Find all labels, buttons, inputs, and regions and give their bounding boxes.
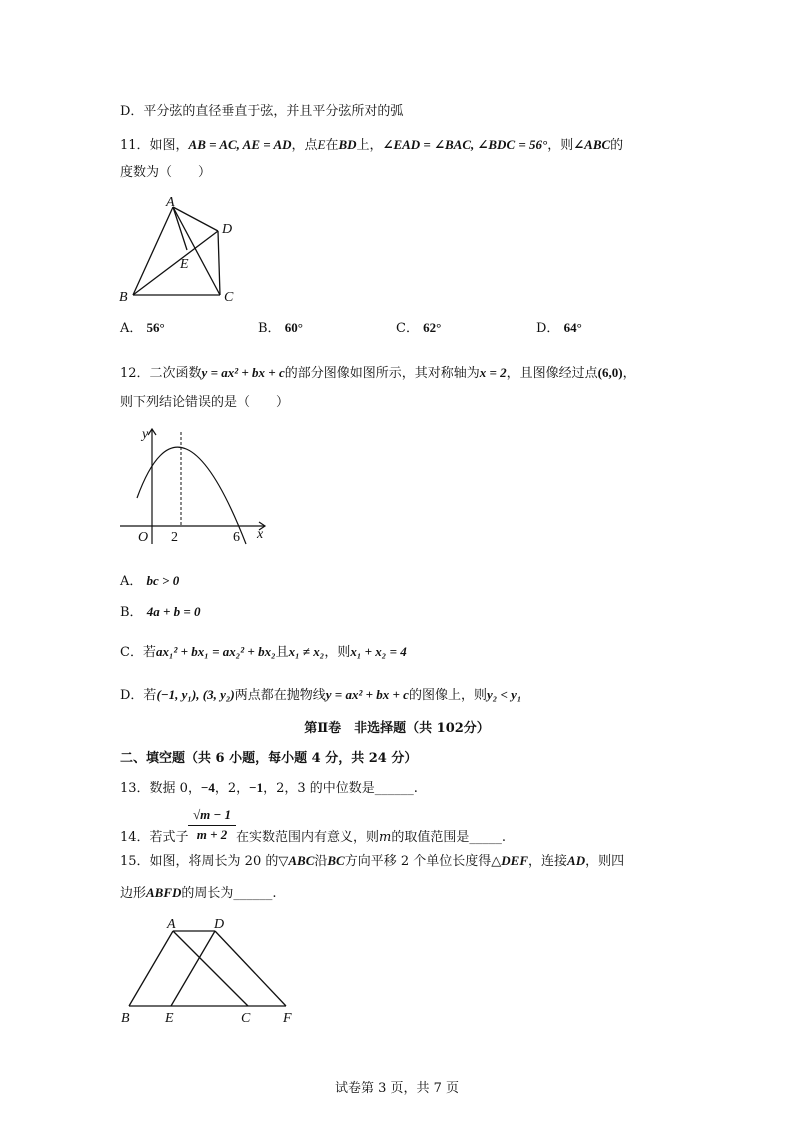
q15-label-d: D xyxy=(214,917,225,932)
q13-neg4: −4 xyxy=(200,780,215,795)
q11-option-c xyxy=(396,319,441,338)
q12-label-x: x xyxy=(257,527,264,542)
q12-label-o: O xyxy=(138,530,149,545)
q12-label-6: 6 xyxy=(233,530,240,545)
q15-mid3: ，连接 xyxy=(528,854,568,869)
q11-option-d xyxy=(536,319,582,338)
q15-line2-prefix: 边形 xyxy=(120,886,147,901)
q14-suffix xyxy=(236,829,506,847)
q15-prefix: 15．如图，将周长为 20 的 xyxy=(120,854,279,869)
q12-label-y: y xyxy=(142,427,149,442)
q15-mid2: 方向平移 2 个单位长度得 xyxy=(344,854,492,869)
q10-option-d: D．平分弦的直径垂直于弦，并且平分弦所对的弧 xyxy=(120,104,404,119)
q15-stem-line1 xyxy=(120,852,624,871)
q12-option-a-letter: A． xyxy=(120,574,143,589)
q12-stem-line1 xyxy=(120,364,636,383)
q12-prefix: 12．二次函数 xyxy=(120,366,202,381)
q12-option-c-math3: x₁ + x₂ = 4 xyxy=(350,644,407,659)
q13-neg1: −1 xyxy=(249,780,264,795)
q11-cond2: ∠EAD = ∠BAC, ∠BDC = 56° xyxy=(382,137,548,152)
q11-option-b-value: 60° xyxy=(284,320,303,335)
q12-stem-line2: 则下列结论错误的是（ ） xyxy=(120,395,290,410)
q13-suffix: ，2，3 的中位数是______. xyxy=(263,781,418,796)
q14-fraction xyxy=(188,806,236,843)
q12-label-2: 2 xyxy=(171,530,178,545)
q12-option-b xyxy=(120,603,201,622)
q15-tri2: △DEF xyxy=(491,853,529,868)
q15-label-b: B xyxy=(121,1011,130,1026)
q11-mid2: 在 xyxy=(325,138,339,153)
q11-mid1: ，点 xyxy=(291,138,318,153)
q15-tri: ▽ABC xyxy=(278,853,315,868)
q12-option-d-mid2: 的图像上，则 xyxy=(408,688,487,703)
q15-label-f: F xyxy=(283,1011,292,1026)
q14-var: m xyxy=(379,830,392,845)
q12-option-a xyxy=(120,572,179,591)
q15-stem-line2 xyxy=(120,884,277,903)
q12-option-b-math: 4a + b = 0 xyxy=(146,604,201,619)
q11-label-a: A xyxy=(166,195,175,210)
q11-option-b-letter: B． xyxy=(258,321,281,336)
q15-seg: BC xyxy=(327,853,345,868)
q11-suffix: 的 xyxy=(610,138,624,153)
q11-seg-bd: BD xyxy=(338,137,357,152)
q11-option-a-value: 56° xyxy=(146,320,165,335)
q12-option-b-letter: B． xyxy=(120,605,143,620)
q15-ad: AD xyxy=(567,853,586,868)
q15-quad: ABFD xyxy=(146,885,182,900)
q12-option-c-mid: 且 xyxy=(275,645,289,660)
q13-prefix: 13．数据 0， xyxy=(120,781,201,796)
q15-line2-suffix: 的周长为______. xyxy=(181,886,277,901)
q14-suffix-text: 在实数范围内有意义，则 xyxy=(236,830,380,845)
q12-option-d-letter: D．若 xyxy=(120,688,157,703)
q12-option-d-math2: y = ax² + bx + c xyxy=(325,687,409,702)
q11-cond1: AB = AC, AE = AD xyxy=(188,137,292,152)
q12-option-d-mid: 两点都在抛物线 xyxy=(234,688,326,703)
q12-option-a-math: bc > 0 xyxy=(146,573,180,588)
q11-label-b: B xyxy=(119,290,128,305)
q11-stem-line1 xyxy=(120,136,623,155)
q12-axis: x = 2 xyxy=(479,365,507,380)
q14-suffix2: 的取值范围是_____. xyxy=(391,830,506,845)
q11-point-e: E xyxy=(317,137,326,152)
q14-numerator: √m − 1 xyxy=(192,807,232,822)
q14-prefix: 14．若式子 xyxy=(120,830,189,845)
part2-title: 第Ⅱ卷 非选择题（共 102分） xyxy=(304,721,490,736)
q11-option-c-letter: C． xyxy=(396,321,419,336)
q12-func: y = ax² + bx + c xyxy=(201,365,285,380)
q11-label-c: C xyxy=(224,290,234,305)
q11-figure xyxy=(110,195,260,310)
q11-label-e: E xyxy=(180,257,189,272)
q15-label-e: E xyxy=(165,1011,174,1026)
q15-figure xyxy=(115,912,305,1027)
q11-mid4: ，则 xyxy=(547,138,574,153)
q12-graph xyxy=(115,424,275,549)
q15-suffix: ，则四 xyxy=(585,854,625,869)
q11-mid3: 上， xyxy=(356,138,383,153)
q12-suffix: ， xyxy=(622,366,636,381)
q11-prefix: 11．如图， xyxy=(120,138,189,153)
q12-mid2: ，且图像经过点 xyxy=(506,366,598,381)
q12-option-d xyxy=(120,686,521,705)
q11-option-a xyxy=(120,319,165,338)
q11-option-a-letter: A． xyxy=(120,321,143,336)
q14-denominator: m + 2 xyxy=(196,827,228,842)
q12-option-c-math1: ax₁² + bx₁ = ax₂² + bx₂ xyxy=(155,644,276,659)
q14-fraction-bar xyxy=(188,825,236,826)
q11-option-d-letter: D． xyxy=(536,321,560,336)
q11-stem-line2: 度数为（ ） xyxy=(120,165,212,180)
q13-stem xyxy=(120,779,418,798)
q15-mid1: 沿 xyxy=(314,854,328,869)
q11-target: ∠ABC xyxy=(573,137,611,152)
q12-option-c-mid2: ，则 xyxy=(324,645,351,660)
q12-option-c xyxy=(120,643,407,662)
q11-label-d: D xyxy=(222,222,233,237)
q12-option-d-math3: y₂ < y₁ xyxy=(486,687,522,702)
q11-option-b xyxy=(258,319,303,338)
q12-option-c-letter: C．若 xyxy=(120,645,156,660)
q12-option-c-math2: x₁ ≠ x₂ xyxy=(288,644,325,659)
q12-point: (6,0) xyxy=(597,365,623,380)
section2-title: 二、填空题（共 6 小题，每小题 4 分，共 24 分） xyxy=(120,751,418,766)
page-footer: 试卷第 3 页，共 7 页 xyxy=(334,1081,460,1096)
q15-label-a: A xyxy=(167,917,176,932)
q12-option-d-math1: (−1, y₁), (3, y₂) xyxy=(156,687,235,702)
q11-option-c-value: 62° xyxy=(423,320,442,335)
q15-label-c: C xyxy=(241,1011,251,1026)
q12-mid1: 的部分图像如图所示，其对称轴为 xyxy=(284,366,480,381)
q13-mid1: ，2， xyxy=(214,781,250,796)
q11-option-d-value: 64° xyxy=(563,320,582,335)
